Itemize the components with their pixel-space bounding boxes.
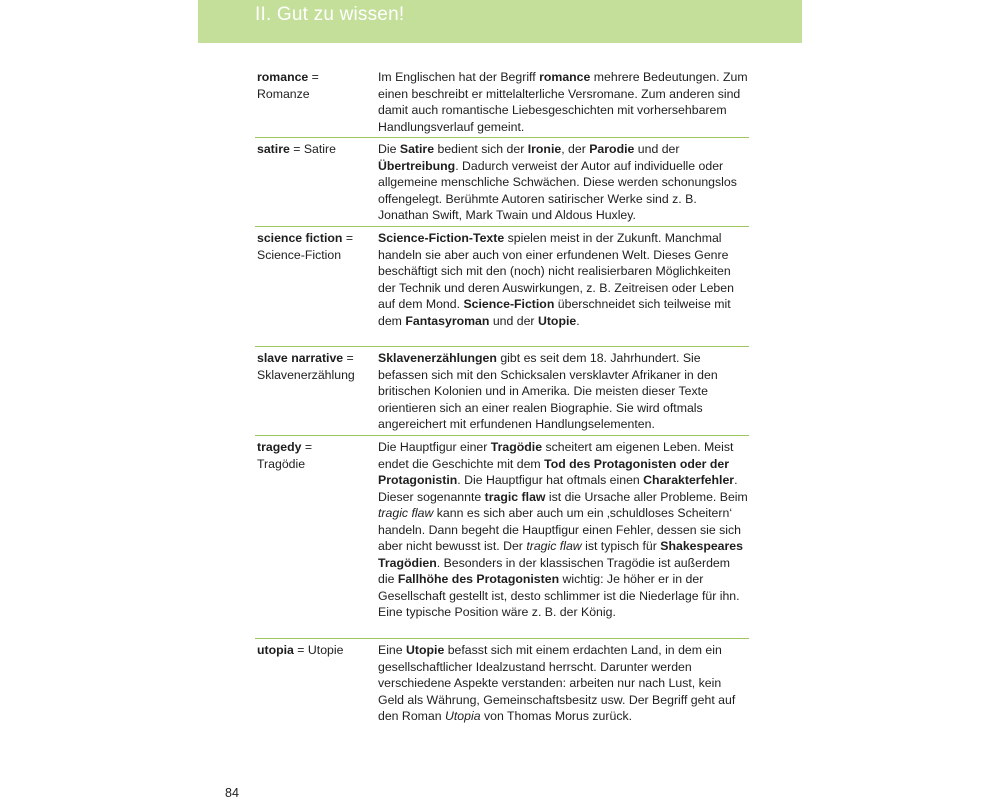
definition-text-run: . Dieser sogenannte <box>378 473 738 504</box>
glossary-row-romance <box>255 68 749 138</box>
definition-text-run: . Die Hauptfigur hat oftmals einen <box>457 473 644 487</box>
glossary-term: science fiction = Science-Fiction <box>257 231 354 262</box>
definition-text-run: und der <box>489 313 538 328</box>
glossary-term: tragedy = Tragödie <box>257 440 313 471</box>
definition-text-run: von Thomas Morus zurück. <box>480 709 633 723</box>
glossary-term: slave narrative = Sklavenerzählung <box>257 351 355 382</box>
definition-bold-run: Fantasyroman <box>405 313 490 328</box>
glossary-row-satire <box>255 138 749 227</box>
glossary-term: satire = Satire <box>257 142 336 156</box>
definition-bold-run: Satire <box>399 142 435 156</box>
definition-bold-run: Parodie <box>589 142 635 156</box>
definition-text-run: ist die Ursache aller Probleme. Beim <box>545 489 748 504</box>
glossary-definition <box>376 436 749 637</box>
definition-text-run: mehrere Bedeutungen. Zum einen beschreibt er mittelalterliche Versromane. Zum anderen sind damit auch romantische Liebesgeschichten mit vorhersehbarem Handlungsverlauf gemeint. <box>378 70 748 134</box>
definition-bold-run: Übertreibung <box>378 158 456 173</box>
term-german: Science-Fiction <box>257 247 342 262</box>
definition-text-run: kann es sich aber auch um ein ‚schuldloses Scheitern‘ handeln. Dann begeht die Hauptfigur einen Fehler, dessen sie sich aber nicht bewusst ist. Der <box>378 506 742 553</box>
term-german: Tragödie <box>257 456 306 471</box>
definition-text-run: Im Englischen hat der Begriff <box>378 70 540 84</box>
definition-text-run: und der <box>634 142 680 156</box>
definition-bold-run: Utopie <box>537 313 577 328</box>
glossary-definition <box>376 347 749 434</box>
glossary-row-tragedy <box>255 436 749 639</box>
glossary-definition <box>376 227 749 345</box>
definition-text-run: Die Hauptfigur einer <box>378 440 491 454</box>
term-english: slave narrative <box>257 351 344 365</box>
definition-bold-run: Utopie <box>406 643 445 657</box>
definition-bold-run: Science-Fiction <box>463 297 555 311</box>
glossary-definition <box>376 68 749 136</box>
glossary-definition <box>376 138 749 225</box>
definition-italic-run: tragic flaw <box>526 539 582 553</box>
definition-bold-run: romance <box>539 70 591 84</box>
definition-bold-run: Science-Fiction-Texte <box>378 231 505 245</box>
definition-text-run: . <box>576 313 580 328</box>
glossary-term: romance = Romanze <box>257 70 319 101</box>
definition-text-run: überschneidet sich teilweise mit dem <box>378 297 731 328</box>
definition-text-run: gibt es seit dem 18. Jahrhundert. Sie befassen sich mit den Schicksalen versklavter Afrikaner in den britischen Kolonien und in Amerika. Die meisten dieser Texte orientieren sich an einer realen Biographie. Sie wird oftmals angereichert mit erfundenen Handlungselementen. <box>378 351 718 431</box>
definition-bold-run: Sklavenerzählungen <box>378 351 497 365</box>
term-german: Satire <box>303 142 336 156</box>
term-german: Sklavenerzählung <box>257 367 355 382</box>
glossary-row-slave-narrative <box>255 347 749 436</box>
term-english: tragedy <box>257 440 302 454</box>
glossary-table <box>255 68 749 730</box>
glossary-row-utopia <box>255 639 749 730</box>
chapter-header-band <box>198 0 802 43</box>
glossary-term: utopia = Utopie <box>257 643 344 657</box>
glossary-row-science-fiction <box>255 227 749 347</box>
definition-bold-run: Tod des Protagonisten oder der Protagonistin <box>378 456 730 487</box>
term-english: science fiction <box>257 231 343 245</box>
term-german: Romanze <box>257 86 310 101</box>
definition-italic-run: Utopia <box>445 709 481 723</box>
definition-bold-run: Charakterfehler <box>643 473 735 487</box>
definition-bold-run: Tragödie <box>490 440 543 454</box>
term-english: satire <box>257 142 290 156</box>
definition-bold-run: Fallhöhe des Protagonisten <box>397 572 560 586</box>
definition-text-run: spielen meist in der Zukunft. Manchmal handeln sie aber auch von einer erfundenen Welt. Dieses Genre beschäftigt sich mit den (noch) nicht realisierbaren Möglichkeiten der Technik und deren Auswirkungen, z. B. Zeitreisen oder Leben auf dem Mond. <box>378 231 734 311</box>
definition-bold-run: Ironie <box>527 142 562 156</box>
definition-italic-run: tragic flaw <box>378 506 434 520</box>
chapter-title: II. Gut zu wissen! <box>255 4 405 25</box>
term-english: utopia <box>257 643 294 657</box>
glossary-definition <box>376 639 749 729</box>
definition-text-run: wichtig: Je höher er in der Gesellschaft gestellt ist, desto schlimmer ist die Niederlage für ihn. Eine typische Position wäre z. B. der König. <box>378 572 740 619</box>
definition-text-run: , der <box>561 142 590 156</box>
definition-text-run: scheitert am eigenen Leben. Meist endet die Geschichte mit dem <box>378 440 734 471</box>
definition-bold-run: Shakespeares Tragödien <box>378 539 743 570</box>
definition-text-run: befasst sich mit einem erdachten Land, in dem ein gesellschaftlicher Idealzustand herrscht. Darunter werden verschiedene Aspekte verstanden: arbeiten nur nach Lust, kein Geld als Währung, Gemeinschaftsbesitz usw. Der Begriff geht auf den Roman <box>378 643 736 723</box>
definition-bold-run: tragic flaw <box>484 489 546 504</box>
definition-text-run: ist typisch für <box>581 539 661 553</box>
definition-text-run: Die <box>378 142 400 156</box>
page-number: 84 <box>225 786 239 800</box>
definition-text-run: bedient sich der <box>434 142 528 156</box>
definition-text-run: . Besonders in der klassischen Tragödie ist außerdem die <box>378 555 730 586</box>
term-english: romance <box>257 70 309 84</box>
term-german: Utopie <box>307 643 344 657</box>
definition-text-run: . Dadurch verweist der Autor auf individuelle oder allgemeine menschliche Schwächen. Diese werden schonungslos offengelegt. Berühmte Autoren satirischer Werke sind z. B. Jonathan Swift, Mark Twain und Aldous Huxley. <box>378 158 737 222</box>
definition-text-run: Eine <box>378 643 407 657</box>
